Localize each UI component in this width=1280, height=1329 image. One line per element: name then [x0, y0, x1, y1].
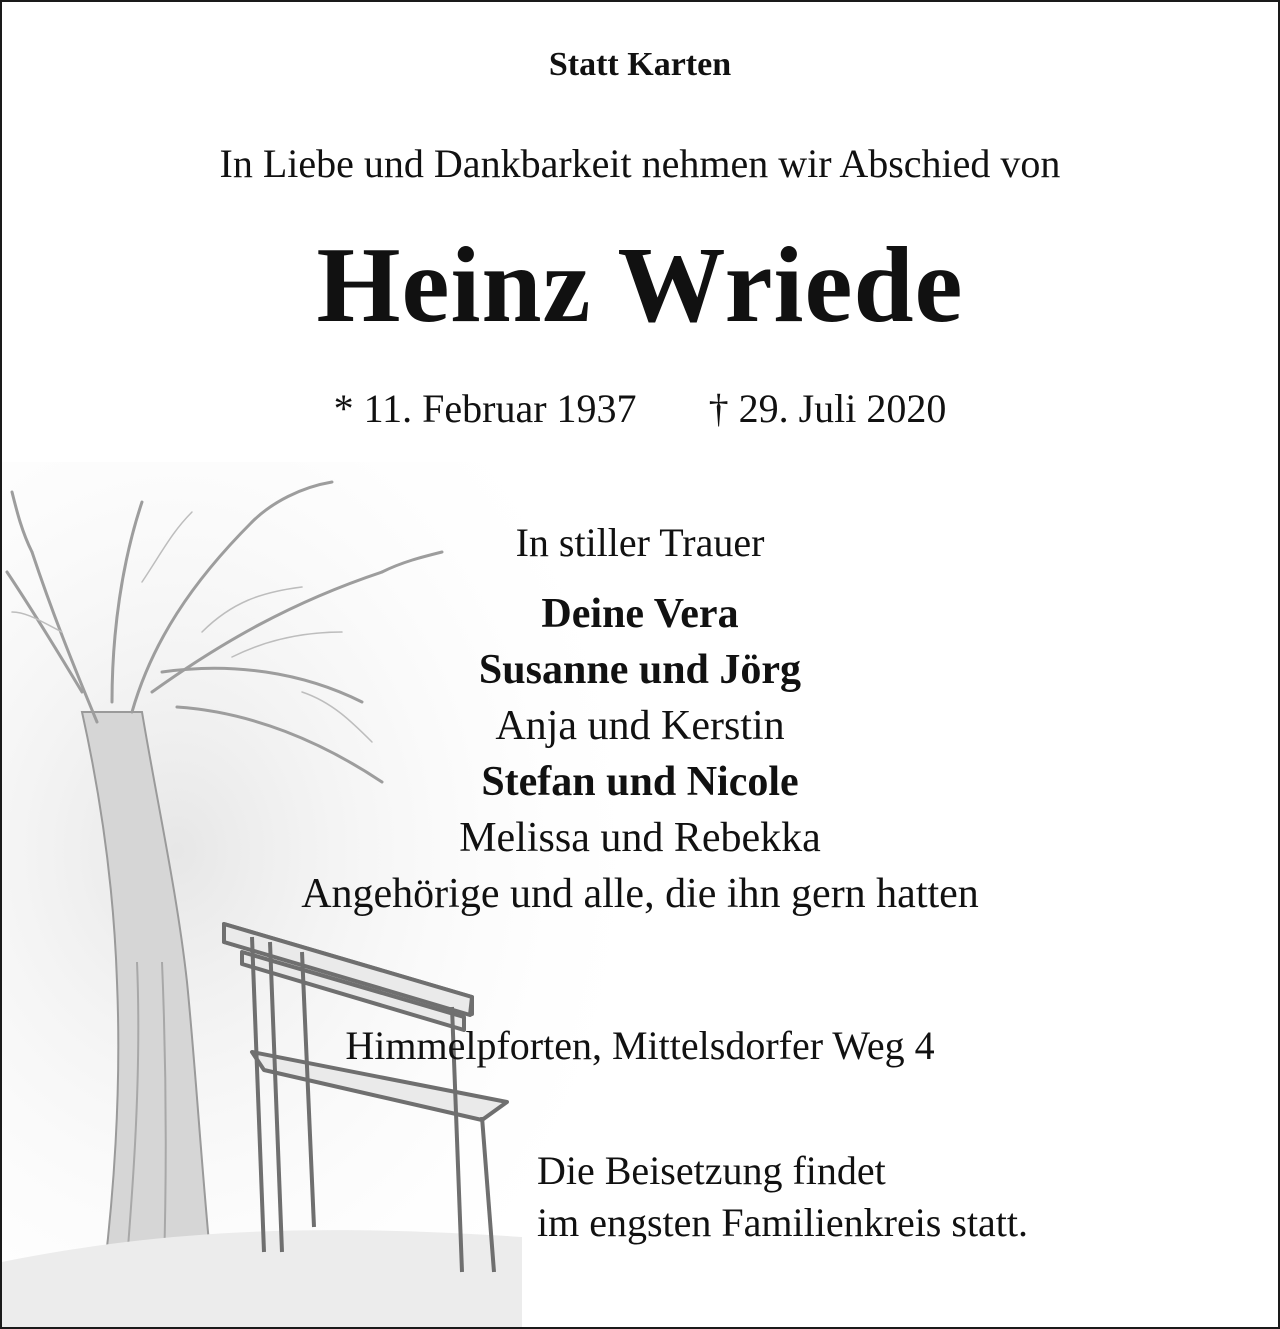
deceased-name: Heinz Wriede	[316, 226, 964, 345]
survivor-line: Melissa und Rebekka	[459, 815, 821, 861]
survivor-line: Deine Vera	[541, 591, 739, 637]
burial-line: Die Beisetzung findet	[537, 1148, 886, 1193]
mourning-line: In stiller Trauer	[515, 520, 765, 565]
death-date: † 29. Juli 2020	[708, 386, 947, 431]
address: Himmelpforten, Mittelsdorfer Weg 4	[345, 1023, 935, 1068]
survivor-line: Anja und Kerstin	[495, 703, 785, 749]
burial-notice	[537, 1145, 1028, 1249]
intro-line: In Liebe und Dankbarkeit nehmen wir Abschied von	[219, 141, 1061, 186]
burial-line: im engsten Familienkreis statt.	[537, 1200, 1029, 1245]
survivors-list	[2, 586, 1278, 922]
life-dates	[2, 385, 1278, 432]
survivor-line: Angehörige und alle, die ihn gern hatten	[301, 871, 979, 917]
birth-date: * 11. Februar 1937	[333, 386, 637, 431]
header-statt-karten: Statt Karten	[548, 46, 732, 83]
survivor-line: Stefan und Nicole	[481, 759, 799, 805]
survivor-line: Susanne und Jörg	[478, 647, 802, 693]
